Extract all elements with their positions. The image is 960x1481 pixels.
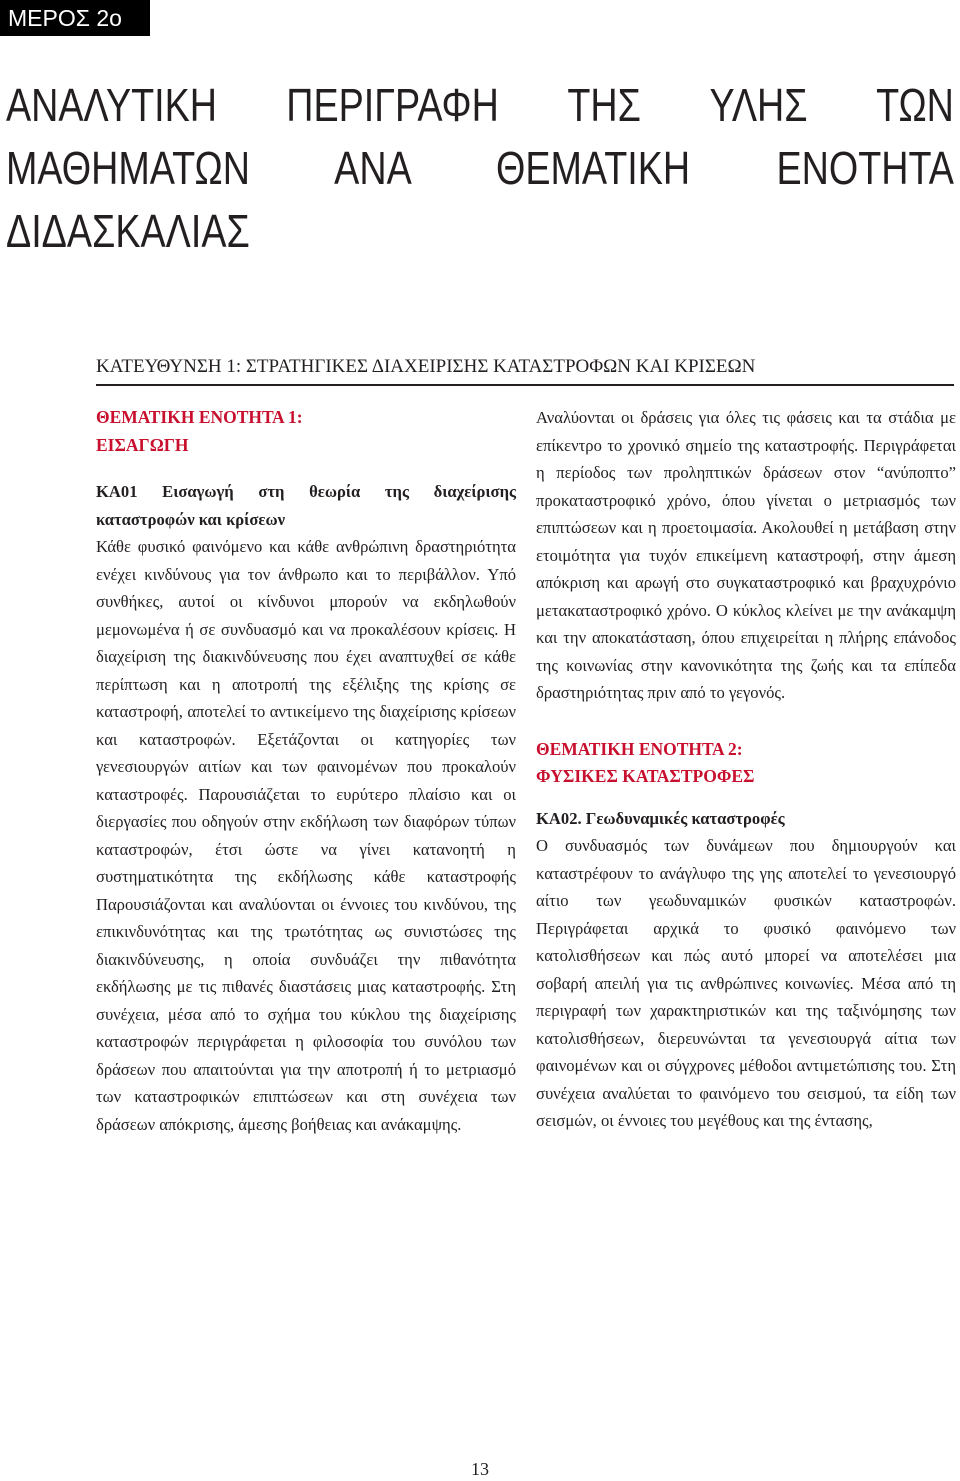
spacer — [536, 707, 956, 736]
direction-heading: ΚΑΤΕΥΘΥΝΣΗ 1: ΣΤΡΑΤΗΓΙΚΕΣ ΔΙΑΧΕΙΡΙΣΗΣ ΚΑΤΑΣΤΡΟΦΩΝ ΚΑΙ ΚΡΙΣΕΩΝ — [96, 350, 954, 386]
unit-1-heading — [96, 404, 516, 459]
unit-1-line-2: ΕΙΣΑΓΩΓΗ — [96, 434, 189, 455]
unit-2-line-1: ΘΕΜΑΤΙΚΗ ΕΝΟΤΗΤΑ 2: — [536, 738, 743, 759]
unit-1-line-1: ΘΕΜΑΤΙΚΗ ΕΝΟΤΗΤΑ 1: — [96, 407, 303, 427]
spacer — [96, 459, 516, 478]
page-title — [6, 74, 954, 263]
unit-2-line-2: ΦΥΣΙΚΕΣ ΚΑΤΑΣΤΡΟΦΕΣ — [536, 766, 755, 786]
unit-2-heading — [536, 736, 956, 791]
spacer — [536, 791, 956, 805]
course-1-title: ΚΑ01 Εισαγωγή στη θεωρία της διαχείρισης καταστροφών και κρίσεων — [96, 482, 516, 529]
course-2-title: ΚΑ02. Γεωδυναμικές καταστροφές — [536, 808, 785, 828]
title-line-3: ΔΙΔΑΣΚΑΛΙΑΣ — [6, 205, 250, 257]
page-number: 13 — [471, 1459, 489, 1479]
title-line-2: ΜΑΘΗΜΑΤΩΝ ΑΝΑ ΘΕΜΑΤΙΚΗ ΕΝΟΤΗΤΑ — [6, 142, 954, 194]
title-line-1: ΑΝΑΛΥΤΙΚΗ ΠΕΡΙΓΡΑΦΗ ΤΗΣ ΥΛΗΣ ΤΩΝ — [6, 79, 954, 131]
course-1-body: Κάθε φυσικό φαινόμενο και κάθε ανθρώπινη δραστηριότητα ενέχει κινδύνους για τον άνθρωπο και το περιβάλλον. Υπό συνθήκες, αυτοί οι κίνδυνοι μπορούν να εκδηλωθούν μεμονωμένα ή σε συνδυασμό και να προκαλέσουν κρίσεις. Η διαχείριση της διακινδύνευσης που έχει αναπτυχθεί σε κάθε περίπτωση και η αποτροπή της εξέλιξης της κρίσης σε καταστροφή, αποτελεί το αντικείμενο της διαχείρισης κρίσεων και καταστροφών. Εξετάζονται οι κατηγορίες των γενεσιουργών αιτίων και των φαινομένων που προκαλούν καταστροφές. Παρουσιάζεται το ευρύτερο πλαίσιο και οι διεργασίες που οδηγούν στην εκδήλωση των διαφόρων τύπων καταστροφών, έτσι ώστε να γίνει κατανοητή η συστηματικότητα της εκδήλωσης κάθε καταστροφής Παρουσιάζονται και αναλύονται οι έννοιες του κινδύνου, της επικινδυνότητας και της τρωτότητας ως συνιστώσες της διακινδύνευσης, η οποία συνδυάζει την πιθανότητα εκδήλωσης με τις πιθανές διαστάσεις μιας καταστροφής. Στη συνέχεια, μέσα από το σχήμα του κύκλου της διαχείρισης καταστροφών περιγράφεται η φιλοσοφία του συνόλου των δράσεων που απαιτούνται για την αποτροπή ή το μετριασμό των καταστροφικών επιπτώσεων και στη συνέχεια των δράσεων απόκρισης, άμεσης βοήθειας και ανάκαμψης. — [96, 537, 516, 1134]
part-label: ΜΕΡΟΣ 2ο — [0, 0, 150, 36]
right-column — [536, 404, 956, 1135]
left-column — [96, 404, 516, 1138]
course-1-body-continued: Αναλύονται οι δράσεις για όλες τις φάσεις και τα στάδια με επίκεντρο το χρονικό σημείο της καταστροφής. Περιγράφεται η περίοδος των προληπτικών δράσεων στον “ανύποπτο” προκαταστροφικό χρόνο, όπου γίνεται ο μετριασμός των επιπτώσεων και η προετοιμασία. Ακολουθεί η μετάβαση στην ετοιμότητα για τυχόν επικείμενη καταστροφή, στην άμεση απόκριση και αρωγή στο συγκαταστροφικό και βραχυχρόνιο μετακαταστροφικό χρόνο. Ο κύκλος κλείνει με την ανάκαμψη και την αποκατάσταση, όπου επιχειρείται η πλήρης επάνοδος της κοινωνίας στην κανονικότητα της ζωής και τα επίπεδα δραστηριότητας πριν από το γεγονός. — [536, 408, 956, 702]
course-2-body: Ο συνδυασμός των δυνάμεων που δημιουργούν και καταστρέφουν το ανάγλυφο της γης αποτελεί το γενεσιουργό αίτιο των γεωδυναμικών φυσικών καταστροφών. Περιγράφεται αρχικά το φυσικό φαινόμενο των κατολισθήσεων και πώς αυτό μπορεί να αποτελέσει μια σοβαρή απειλή για τις ανθρώπινες κοινωνίες. Μέσα από τη περιγραφή των χαρακτηριστικών και της ταξινόμησης των κατολισθήσεων, διερευνώνται τα γενεσιουργά αίτια των φαινομένων και οι σύγχρονες μέθοδοι αντιμετώπισης του. Στη συνέχεια αναλύεται το φαινόμενο του σεισμού, τα είδη των σεισμών, οι έννοιες του μεγέθους και της έντασης, — [536, 836, 956, 1130]
